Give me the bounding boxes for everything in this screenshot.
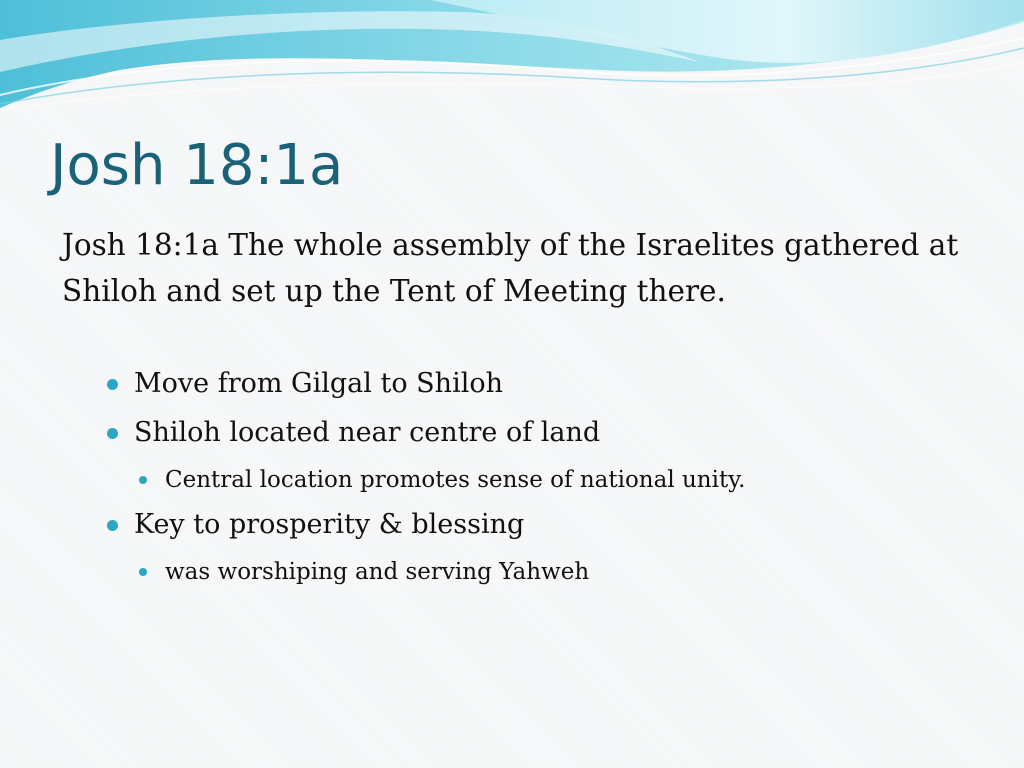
bullet-dot-icon: [139, 568, 147, 576]
bullet-text: Shiloh located near centre of land: [134, 417, 601, 448]
slide-title: Josh 18:1a: [50, 133, 344, 198]
bullet-dot-icon: [107, 379, 118, 390]
bullet-text: Key to prosperity & blessing: [134, 509, 525, 540]
bullet-item: [134, 508, 524, 542]
bullet-item: [134, 416, 600, 450]
bullet-dot-icon: [139, 476, 147, 484]
sub-bullet-text: Central location promotes sense of national unity.: [165, 467, 746, 493]
verse-text: Josh 18:1a The whole assembly of the Israelites gathered at Shiloh and set up the Tent of Meeting there.: [62, 228, 959, 308]
sub-bullet-item: [165, 465, 745, 495]
bullet-dot-icon: [107, 428, 118, 439]
bullet-item: [134, 367, 503, 401]
sub-bullet-item: [165, 557, 589, 587]
sub-bullet-text: was worshiping and serving Yahweh: [165, 559, 590, 585]
bullet-dot-icon: [107, 520, 118, 531]
bullet-text: Move from Gilgal to Shiloh: [134, 368, 503, 399]
